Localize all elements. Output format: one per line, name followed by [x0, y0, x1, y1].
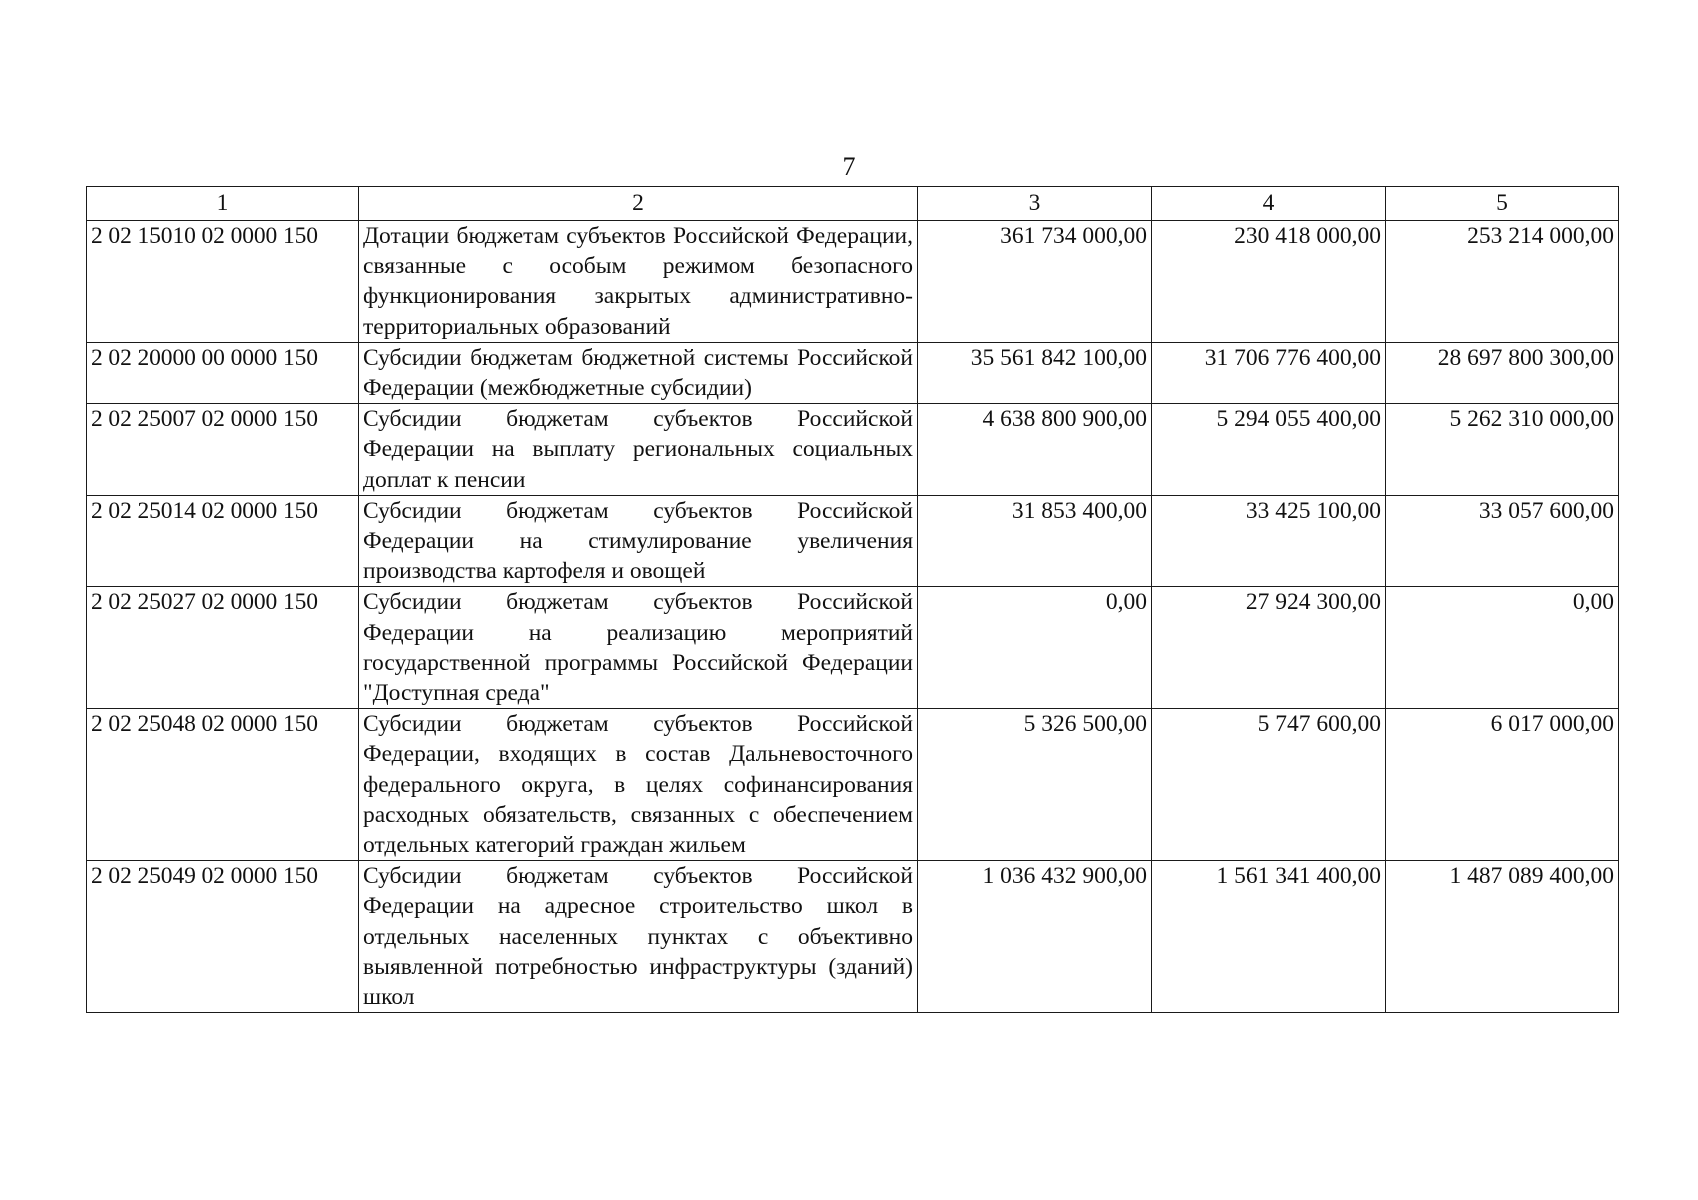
column-header: 5 [1386, 187, 1619, 221]
budget-code-cell: 2 02 25014 02 0000 150 [87, 495, 359, 587]
amount-cell-col3: 5 326 500,00 [918, 709, 1152, 861]
description-cell: Субсидии бюджетам субъектов Российской Федерации на стимулирование увеличения производства картофеля и овощей [359, 495, 918, 587]
amount-cell-col5: 5 262 310 000,00 [1386, 404, 1619, 496]
amount-cell-col3: 0,00 [918, 587, 1152, 709]
description-cell: Субсидии бюджетам субъектов Российской Федерации, входящих в состав Дальневосточного федерального округа, в целях софинансирования расходных обязательств, связанных с обеспечением отдельных категорий граждан жильем [359, 709, 918, 861]
amount-cell-col3: 4 638 800 900,00 [918, 404, 1152, 496]
amount-cell-col4: 5 747 600,00 [1152, 709, 1386, 861]
amount-cell-col3: 361 734 000,00 [918, 221, 1152, 343]
budget-code-cell: 2 02 25048 02 0000 150 [87, 709, 359, 861]
table-row [87, 709, 1619, 861]
description-cell: Субсидии бюджетам субъектов Российской Федерации на выплату региональных социальных доплат к пенсии [359, 404, 918, 496]
amount-cell-col4: 31 706 776 400,00 [1152, 342, 1386, 403]
budget-code-cell: 2 02 25049 02 0000 150 [87, 861, 359, 1013]
table-row [87, 495, 1619, 587]
table-row [87, 404, 1619, 496]
amount-cell-col5: 0,00 [1386, 587, 1619, 709]
column-header: 3 [918, 187, 1152, 221]
page-number: 7 [842, 152, 856, 181]
amount-cell-col5: 28 697 800 300,00 [1386, 342, 1619, 403]
description-cell: Субсидии бюджетам субъектов Российской Федерации на адресное строительство школ в отдельных населенных пунктах с объективно выявленной потребностью инфраструктуры (зданий) школ [359, 861, 918, 1013]
amount-cell-col5: 33 057 600,00 [1386, 495, 1619, 587]
amount-cell-col4: 33 425 100,00 [1152, 495, 1386, 587]
description-cell: Дотации бюджетам субъектов Российской Федерации, связанные с особым режимом безопасного функционирования закрытых административно-территориальных образований [359, 221, 918, 343]
budget-code-cell: 2 02 25007 02 0000 150 [87, 404, 359, 496]
table-row [87, 221, 1619, 343]
budget-code-cell: 2 02 20000 00 0000 150 [87, 342, 359, 403]
column-header: 1 [87, 187, 359, 221]
column-header: 2 [359, 187, 918, 221]
amount-cell-col4: 27 924 300,00 [1152, 587, 1386, 709]
amount-cell-col5: 6 017 000,00 [1386, 709, 1619, 861]
header-row [87, 187, 1619, 221]
amount-cell-col3: 35 561 842 100,00 [918, 342, 1152, 403]
budget-code-cell: 2 02 15010 02 0000 150 [87, 221, 359, 343]
table-row [87, 587, 1619, 709]
column-header: 4 [1152, 187, 1386, 221]
amount-cell-col4: 230 418 000,00 [1152, 221, 1386, 343]
description-cell: Субсидии бюджетам бюджетной системы Российской Федерации (межбюджетные субсидии) [359, 342, 918, 403]
amount-cell-col5: 253 214 000,00 [1386, 221, 1619, 343]
amount-cell-col3: 1 036 432 900,00 [918, 861, 1152, 1013]
amount-cell-col5: 1 487 089 400,00 [1386, 861, 1619, 1013]
table-row [87, 861, 1619, 1013]
table-row [87, 342, 1619, 403]
budget-code-cell: 2 02 25027 02 0000 150 [87, 587, 359, 709]
amount-cell-col4: 1 561 341 400,00 [1152, 861, 1386, 1013]
amount-cell-col4: 5 294 055 400,00 [1152, 404, 1386, 496]
amount-cell-col3: 31 853 400,00 [918, 495, 1152, 587]
description-cell: Субсидии бюджетам субъектов Российской Федерации на реализацию мероприятий государственной программы Российской Федерации "Доступная среда" [359, 587, 918, 709]
budget-table [86, 186, 1619, 1013]
